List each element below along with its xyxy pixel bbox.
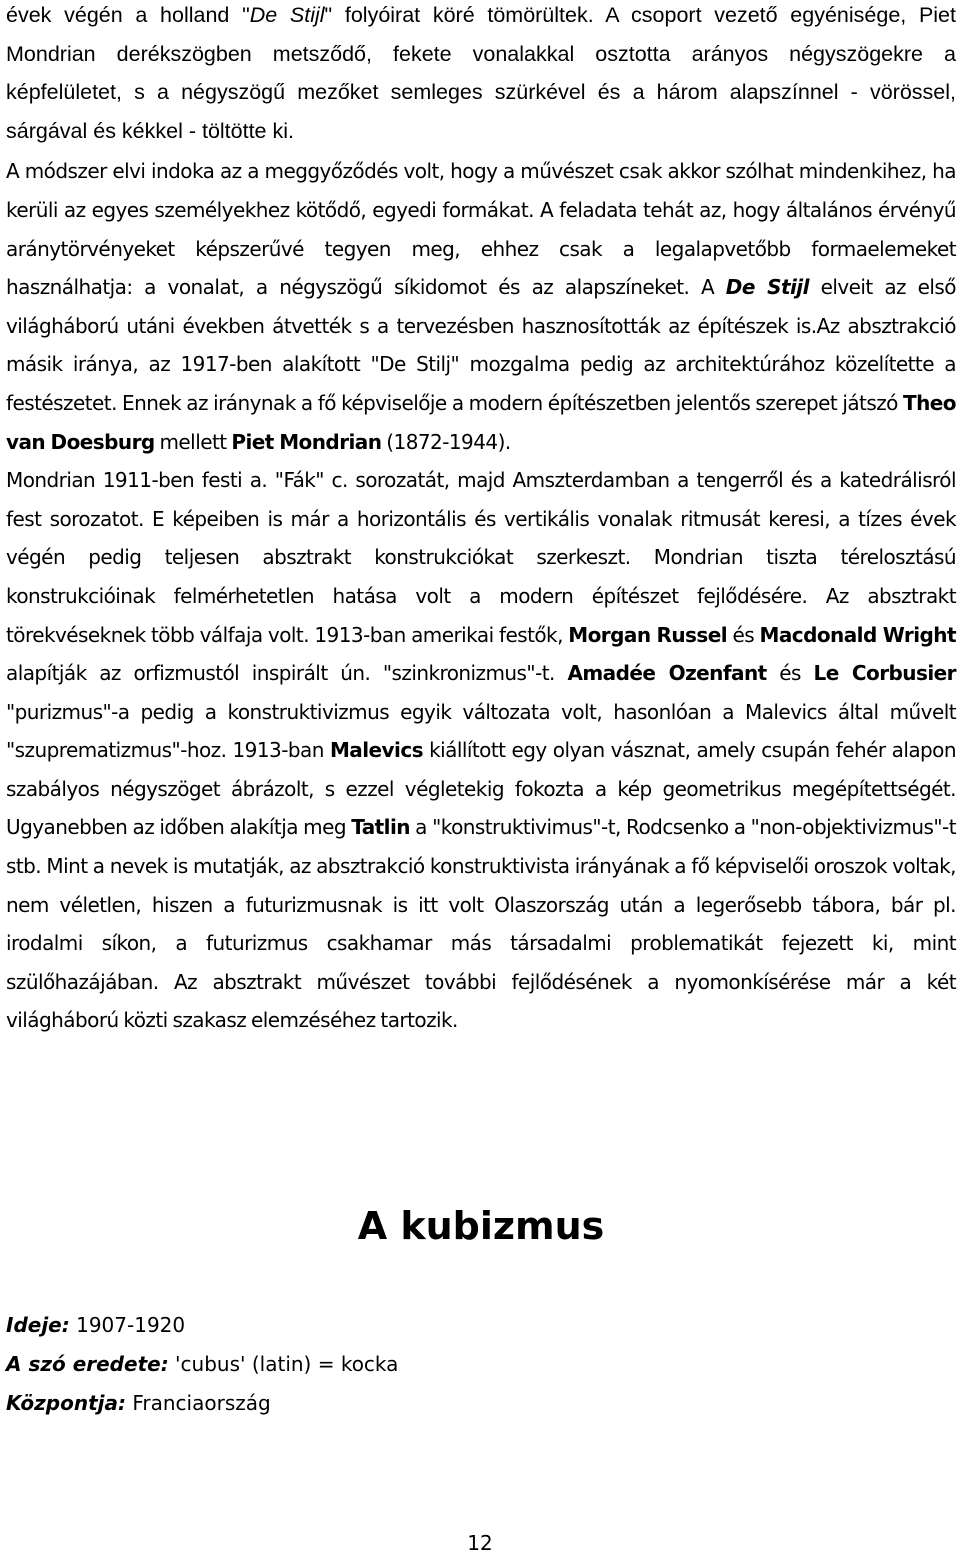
fact-value: 1907-1920 [69, 1313, 186, 1337]
intro-text-cont: " folyóirat köré tömörültek. A csoport vezető egyénisége, Piet Mondrian derékszögben metsződő, fekete vonalakkal osztotta arányos négyszögekre a képfelületet, s a négyszögű mezőket semleges szürkével és a három alapszínnel - vörössel, sárgával és kékkel - töltötte ki. [6, 3, 956, 143]
name-malevics: Malevics [329, 738, 424, 763]
body-text: Mondrian 1911-ben festi a. "Fák" c. sorozatát, majd Amszterdamban a tengerről és a katedrálisról fest sorozatot. E képeiben is már a horizontális és vertikális vonalak ritmusát keresi, a tízes évek végén pedig teljesen absztrakt konstrukciókat szerkeszt. Mondrian tiszta térelosztású konstrukcióinak felmérhetetlen hatása volt a modern építészet fejlődésére. Az absztrakt törekvéseknek több válfaja volt. 1913-ban amerikai festők, [6, 468, 956, 647]
body-text: és [766, 661, 814, 686]
body-text: mellett [154, 429, 232, 454]
name-morgan-russel: Morgan Russel [568, 622, 728, 647]
body-text: elveit az első világháború utáni években átvették s a tervezésben hasznosították az építészek is. [6, 275, 956, 338]
fact-period [6, 1306, 956, 1345]
body-text: a "konstruktivimus"-t, Rodcsenko a "non-objektivizmus"-t stb. Mint a nevek is mutatják, az absztrakció konstruktivista irányának a fő képviselői oroszok voltak, nem véletlen, hiszen a futurizmusnak is itt volt Olaszország után a legerősebb tábora, bár pl. irodalmi síkon, a futurizmus csakhamar más társadalmi problematikát fejezett ki, mint szülőhazájában. Az absztrakt művészet további fejlődésének a nyomonkísérése már a két világháború közti szakasz elemzéséhez tartozik. [6, 815, 956, 1033]
mondrian-paragraph [6, 461, 956, 1040]
body-text: alapítják az orfizmustól inspirált ún. "szinkronizmus"-t. [6, 661, 568, 686]
name-piet-mondrian: Piet Mondrian [231, 429, 382, 454]
body-text: kiállított egy olyan vásznat, amely csupán fehér alapon szabályos négyszöget ábrázolt, s ezzel végletekig fokozta a kép geometrikus megépítettségét. Ugyanebben az időben alakítja meg [6, 738, 956, 840]
de-stijl-italic: De Stijl [249, 3, 325, 27]
section-heading: A kubizmus [357, 1204, 605, 1248]
body-text: A módszer elvi indoka az a meggyőződés volt, hogy a művészet csak akkor szólhat mindenkihez, ha kerüli az egyes személyekhez kötődő, egyedi formákat. A feladata tehát az, hogy általános érvényű aránytörvényeket képszerűvé tegyen meg, ehhez csak a legalapvetőbb formaelemeket használhatja: a vonalat, a négyszögű síkidomot és az alapszíneket. A [6, 159, 956, 300]
fact-label: Ideje: [6, 1313, 70, 1337]
body-text: Az absztrakció másik iránya, az 1917-ben alakított "De Stilj" mozgalma pedig az architektúrához közelítette a festészetet. Ennek az iránynak a fő képviselője a modern építészetben jelentős szerepet játszó [6, 313, 956, 415]
fact-label: Központja: [6, 1391, 126, 1415]
method-paragraph [6, 152, 956, 461]
name-tatlin: Tatlin [351, 815, 410, 840]
facts-list [6, 1306, 956, 1423]
name-le-corbusier: Le Corbusier [813, 661, 956, 686]
name-macdonald-wright: Macdonald Wright [759, 622, 956, 647]
fact-value: Franciaország [126, 1391, 271, 1415]
name-amadee-ozenfant: Amadée Ozenfant [567, 661, 767, 686]
document-page [6, 0, 956, 1415]
fact-value: 'cubus' (latin) = kocka [168, 1352, 399, 1376]
fact-center [6, 1384, 956, 1423]
body-text: és [727, 622, 760, 647]
name-theo-van-doesburg: Theo van Doesburg [6, 390, 956, 454]
intro-paragraph [6, 0, 956, 150]
de-stijl-bold-italic: De Stijl [725, 275, 809, 300]
body-text: (1872-1944). [381, 429, 511, 454]
fact-label: A szó eredete: [6, 1352, 169, 1376]
intro-text: évek végén a holland " [6, 3, 250, 27]
fact-origin [6, 1345, 956, 1384]
page-number: 12 [467, 1531, 493, 1555]
body-text: "purizmus"-a pedig a konstruktivizmus egyik változata volt, hasonlóan a Malevics által művelt "szuprematizmus"-hoz. 1913-ban [6, 699, 956, 763]
